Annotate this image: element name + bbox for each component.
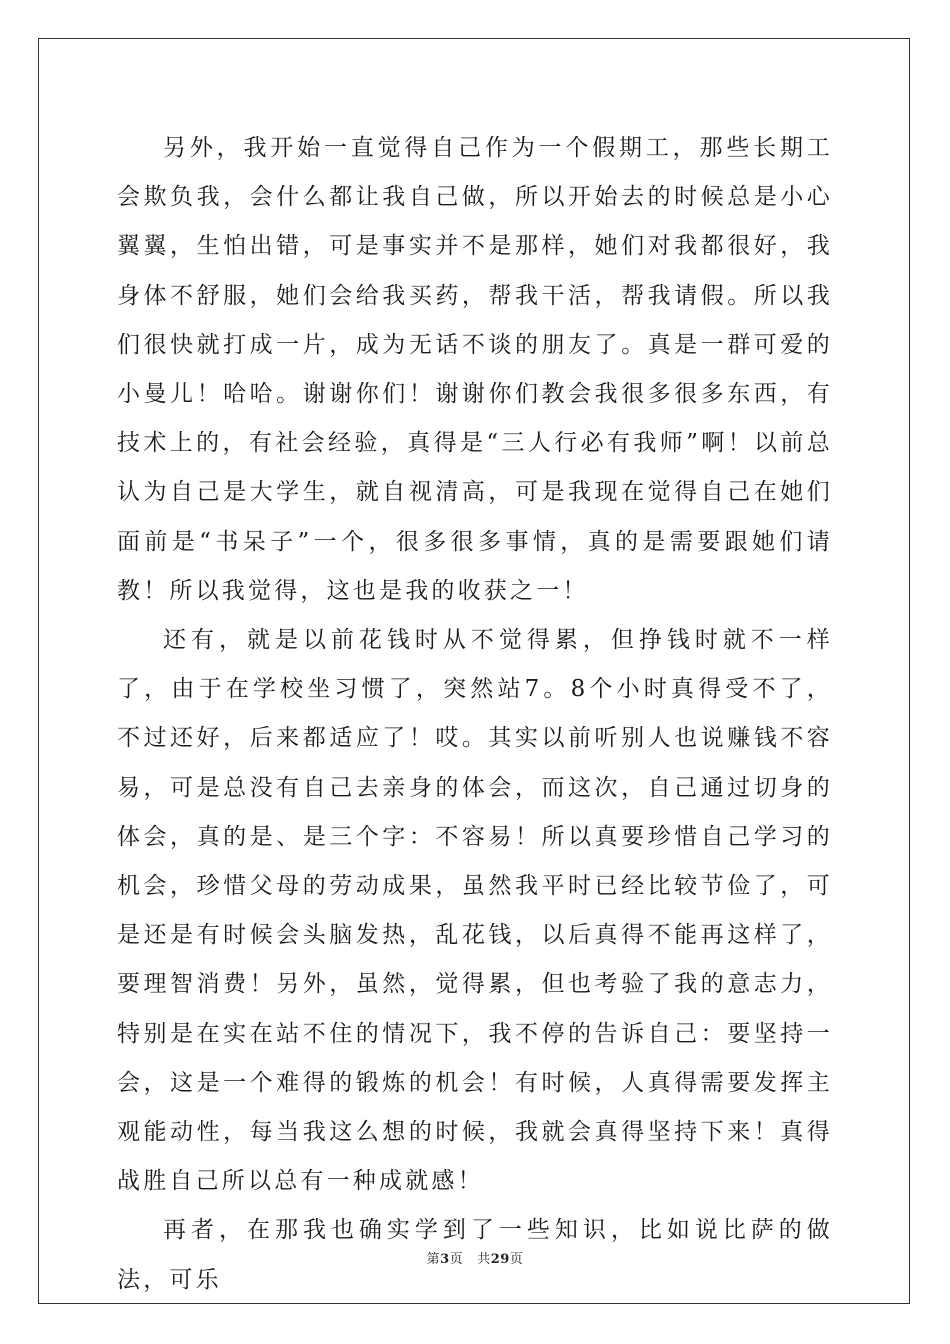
- paragraph-1: 另外，我开始一直觉得自己作为一个假期工，那些长期工会欺负我，会什么都让我自己做，所以开始去的时候总是小心翼翼，生怕出错，可是事实并不是那样，她们对我都很好，我身体不舒服，她们会给我买药，帮我干活，帮我请假。所以我们很快就打成一片，成为无话不谈的朋友了。真是一群可爱的小曼儿！哈哈。谢谢你们！谢谢你们教会我很多很多东西，有技术上的，有社会经验，真得是“三人行必有我师”啊！以前总认为自己是大学生，就自视清高，可是我现在觉得自己在她们面前是“书呆子”一个，很多很多事情，真的是需要跟她们请教！所以我觉得，这也是我的收获之一！: [117, 135, 833, 604]
- page-suffix: 页: [449, 1252, 464, 1267]
- total-pages: 29: [490, 1252, 510, 1267]
- page-footer: [0, 1248, 950, 1267]
- paragraph-3: 再者，在那我也确实学到了一些知识，比如说比萨的做法，可乐: [117, 1217, 833, 1293]
- page-number: 3: [440, 1252, 450, 1267]
- page-prefix: 第: [426, 1252, 441, 1267]
- total-suffix: 页: [509, 1252, 524, 1267]
- paragraph-2: 还有，就是以前花钱时从不觉得累，但挣钱时就不一样了，由于在学校坐习惯了，突然站7。8个小时真得受不了，不过还好，后来都适应了！哎。其实以前听别人也说赚钱不容易，可是总没有自己去亲身的体会，而这次，自己通过切身的体会，真的是、是三个字：不容易！所以真要珍惜自己学习的机会，珍惜父母的劳动成果，虽然我平时已经比较节俭了，可是还是有时候会头脑发热，乱花钱，以后真得不能再这样了，要理智消费！另外，虽然，觉得累，但也考验了我的意志力，特别是在实在站不住的情况下，我不停的告诉自己：要坚持一会，这是一个难得的锻炼的机会！有时候，人真得需要发挥主观能动性，每当我这么想的时候，我就会真得坚持下来！真得战胜自己所以总有一种成就感！: [117, 627, 833, 1195]
- total-prefix: 共: [477, 1252, 491, 1267]
- document-body: [117, 124, 833, 1305]
